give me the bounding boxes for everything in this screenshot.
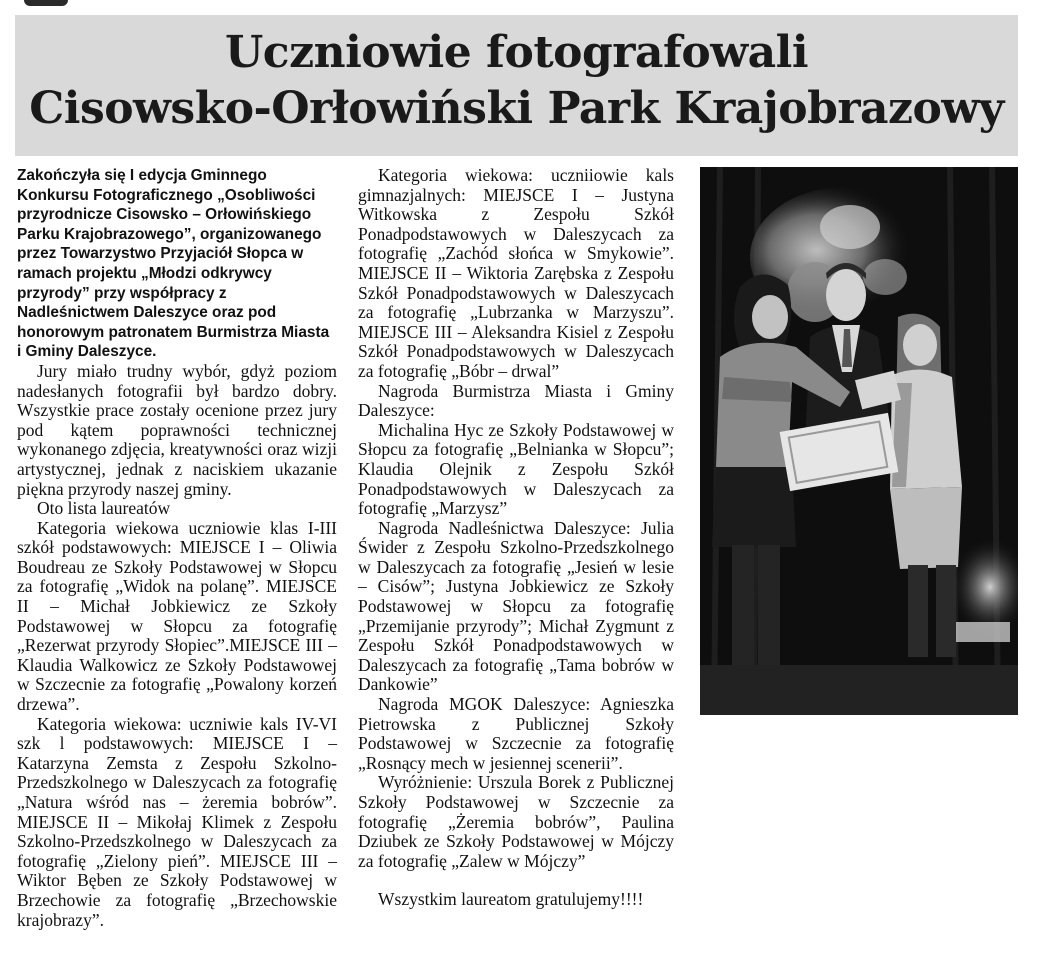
- paragraph-mayor-award-title: Nagroda Burmistrza Miasta i Gminy Daleszyce:: [358, 380, 674, 421]
- headline-line-2: Cisowsko-Orłowiński Park Krajobrazowy: [29, 83, 1004, 134]
- article-column-1: [17, 166, 337, 930]
- paragraph-category-gimnazjum: Kategoria wiekowa: uczniiowie kals gimnazjalnych: MIEJSCE I – Justyna Witkowska z Zespołu Szkół Ponadpodstawowych w Daleszycach za fotografię „Zachód słońca w Smykowie”. MIEJSCE II – Wiktoria Zarębska z Zespołu Szkół Ponadpodstawowych w Daleszycach za fotografię „Lubrzanka w Marzyszu”. MIEJSCE III – Aleksandra Kisiel z Zespołu Szkół Ponadpodstawowych w Daleszycach za fotografię „Bóbr – drwal”: [358, 165, 674, 381]
- paragraph-forestry-award: Nagroda Nadleśnictwa Daleszyce: Julia Świder z Zespołu Szkolno-Przedszkolnego w Daleszycach za fotografię „Jesień w lesie – Cisów”; Justyna Jobkiewicz ze Szkoły Podstawowej w Słopcu za fotografię „Przemijanie przyrody”; Michał Zygmunt z Zespołu Szkół Ponadpodstawowych w Daleszycach za fotografię „Tama bobrów w Dankowie”: [358, 517, 674, 695]
- award-ceremony-illustration: [700, 167, 1018, 715]
- corner-decoration: [24, 0, 68, 6]
- closing-line: Wszystkim laureatom gratulujemy!!!!: [378, 889, 644, 910]
- paragraph-jury: Jury miało trudny wybór, gdyż poziom nadesłanych fotografii był bardzo dobry. Wszystkie prace zostały ocenione przez jury pod kątem poprawności technicznej wykonanego zdjęcia, kreatywności oraz wizji artystycznej, jednak z naciskiem ukazanie piękna przyrody naszej gminy.: [17, 360, 337, 499]
- headline: [15, 15, 1018, 137]
- paragraph-category-4-6: Kategoria wiekowa: uczniwie kals IV-VI szk l podstawowych: MIEJSCE I – Katarzyna Zemsta z Zespołu Szkolno-Przedszkolnego w Daleszycach za fotografię „Natura wśród nas – żeremia bobrów”. MIEJSCE II – Mikołaj Klimek z Zespołu Szkolno-Przedszkolnego w Daleszycach za fotografię „Zielony pień”. MIEJSCE III – Wiktor Bęben ze Szkoły Podstawowej w Brzechowie za fotografię „Brzechowskie krajobrazy”.: [17, 713, 337, 930]
- award-ceremony-photo: [700, 167, 1018, 715]
- paragraph-category-1-3: Kategoria wiekowa uczniowie klas I-III szkół podstawowych: MIEJSCE I – Oliwia Boudreau ze Szkoły Podstawowej w Słopcu za fotografię „Widok na polanę”. MIEJSCE II – Michał Jobkiewicz ze Szkoły Podstawowej w Słopcu za fotografię „Rezerwat przyrody Słopiec”.MIEJSCE III – Klaudia Walkowicz ze Szkoły Podstawowej w Szczecnie za fotografię „Powalony korzeń drzewa”.: [17, 517, 337, 715]
- paragraph-mgok-award: Nagroda MGOK Daleszyce: Agnieszka Pietrowska z Publicznej Szkoły Podstawowej w Szczecnie za fotografię „Rosnący mech w jesiennej scenerii”.: [358, 694, 674, 773]
- paragraph-distinction: Wyróżnienie: Urszula Borek z Publicznej Szkoły Podstawowej w Szczecnie za fotografię „Żeremia bobrów”, Paulina Dziubek ze Szkoły Podstawowej w Mójczy za fotografię „Zalew w Mójczy”: [358, 772, 674, 871]
- paragraph-laureates-intro: Oto lista laureatów: [37, 498, 171, 519]
- article-column-2: [358, 166, 674, 910]
- headline-band: [15, 15, 1018, 156]
- spacer: [358, 871, 674, 890]
- paragraph-mayor-award: Michalina Hyc ze Szkoły Podstawowej w Słopcu za fotografię „Belnianka w Słopcu”; Klaudia Olejnik z Zespołu Szkół Ponadpodstawowych w Daleszycach za fotografię „Marzysz”: [358, 419, 674, 519]
- headline-line-1: Uczniowie fotografowali: [224, 27, 809, 78]
- article-lead: Zakończyła się I edycja Gminnego Konkursu Fotograficznego „Osobliwości przyrodnicze Cisowsko – Orłowińskiego Parku Krajobrazowego”, organizowanego przez Towarzystwo Przyjaciół Słopca w ramach projektu „Młodzi odkrywcy przyrody” przy współpracy z Nadleśnictwem Daleszyce oraz pod honorowym patronatem Burmistrza Miasta i Gminy Daleszyce.: [17, 167, 330, 361]
